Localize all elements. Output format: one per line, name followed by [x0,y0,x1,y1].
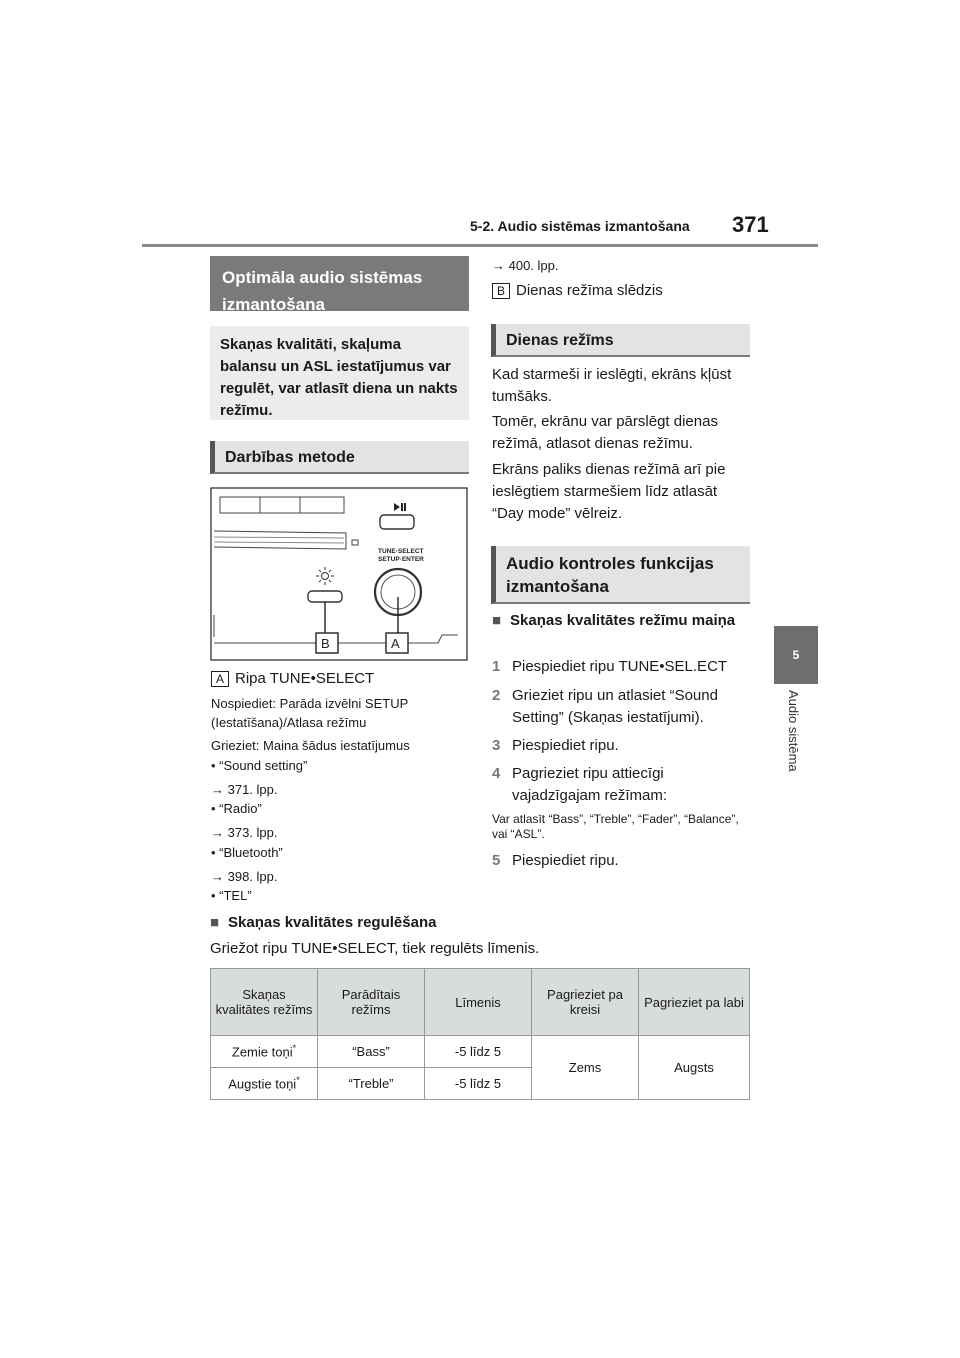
footnote-mark: * [292,1043,297,1054]
item-a [211,668,471,690]
step-number: 4 [492,765,501,782]
step-number: 3 [492,737,501,754]
sound-table [210,968,750,1100]
step-1 [492,656,750,678]
step-text: Piespiediet ripu. [512,852,619,869]
main-heading: Optimāla audio sistēmas izmantošana [210,256,469,311]
knob-label-setup: SETUP·ENTER [378,556,424,563]
table-cell-shown: “Treble” [318,1068,425,1100]
ref-bluetooth: → 398. lpp. [211,869,278,884]
press-text: Nospiediet: Parāda izvēlni SETUP (Iestatīšana)/Atlasa režīmu [211,696,409,730]
day-heading: Dienas režīms [491,324,750,357]
table-cell-right: Augsts [639,1036,750,1100]
step-3 [492,735,750,757]
item-b-text: Dienas režīma slēdzis [516,282,663,299]
day-p2: Tomēr, ekrānu var pārslēgt dienas režīmā, atlasot dienas režīmu. [492,413,718,452]
table-cell-left: Zems [532,1036,639,1100]
section-title: 5-2. Audio sistēmas izmantošana [470,218,690,234]
ref-tel: → 400. lpp. [492,258,559,273]
table-header-cell: Līmenis [425,969,532,1036]
method-heading: Darbības metode [210,441,469,474]
step-4-note: Var atlasīt “Bass”, “Treble”, “Fader”, “Balance”, vai “ASL”. [492,812,739,841]
sub-heading-mode [492,610,747,632]
control-panel-figure [210,487,468,661]
step-5 [492,850,750,872]
footnote-mark: * [296,1075,300,1086]
sub-heading-adjust-text: Skaņas kvalitātes regulēšana [228,914,437,931]
mode-text: Zemie toņi [231,1044,293,1060]
table-cell-shown: “Bass” [318,1036,425,1068]
header-rule [142,244,818,247]
table-header-cell: Skaņas kvalitātes režīms [211,969,318,1036]
step-number: 1 [492,658,501,675]
table-header-cell: Pagrieziet pa labi [639,969,750,1036]
adjust-text: Griežot ripu TUNE•SELECT, tiek regulēts līmenis. [210,940,540,957]
square-bullet-icon: ■ [492,612,502,629]
page-number: 371 [732,212,769,237]
audio-heading: Audio kontroles funkcijas izmantošana [491,546,750,604]
mode-text: Augstie toņi [228,1076,297,1092]
chapter-tab: 5 [774,626,818,684]
bullet-tel: • “TEL” [211,888,252,903]
square-bullet-icon: ■ [210,914,220,931]
day-p1: Kad starmeši ir ieslēgti, ekrāns kļūst tumšāks. [492,366,732,405]
callout-a: A [391,636,400,651]
control-panel-illustration [210,487,468,661]
step-text: Piespiediet ripu. [512,737,619,754]
bullet-bluetooth: • “Bluetooth” [211,845,283,860]
knob-label-tune: TUNE·SELECT [378,548,424,555]
table-cell-mode [211,1068,318,1100]
step-text: Pagrieziet ripu attiecīgi vajadzīgajam režīmam: [512,765,668,804]
item-b [492,280,752,302]
step-text: Grieziet ripu un atlasiet “Sound Setting” (Skaņas iestatījumi). [512,687,718,726]
table-row [211,1036,750,1068]
callout-b: B [321,636,330,651]
day-p3: Ekrāns paliks dienas režīmā arī pie ieslēgtiem starmešiem līdz atlasāt “Day mode” vēlreiz. [492,461,726,522]
step-2 [492,685,750,729]
chapter-tab-text: Audio sistēma [786,690,801,772]
item-a-text: Ripa TUNE•SELECT [235,670,375,687]
ref-sound: → 371. lpp. [211,782,278,797]
sub-heading-adjust [210,912,436,934]
step-number: 5 [492,852,501,869]
table-header-cell: Pagrieziet pa kreisi [532,969,639,1036]
table-header-row [211,969,750,1036]
table-header-cell: Parādītais režīms [318,969,425,1036]
table-cell-mode [211,1036,318,1068]
intro-box: Skaņas kvalitāti, skaļuma balansu un ASL iestatījumus var regulēt, var atlasīt diena un nakts režīmu. [210,326,469,420]
ref-radio: → 373. lpp. [211,825,278,840]
step-text: Piespiediet ripu TUNE•SEL.ECT [512,658,728,675]
turn-text: Grieziet: Maina šādus iestatījumus [211,738,410,753]
bullet-sound: • “Sound setting” [211,758,308,773]
sub-heading-mode-text: Skaņas kvalitātes režīmu maiņa [510,612,736,629]
step-number: 2 [492,687,501,704]
table-cell-level: -5 līdz 5 [425,1036,532,1068]
label-b: B [492,283,510,299]
bullet-radio: • “Radio” [211,801,262,816]
step-4 [492,763,750,807]
label-a: A [211,671,229,687]
table-cell-level: -5 līdz 5 [425,1068,532,1100]
